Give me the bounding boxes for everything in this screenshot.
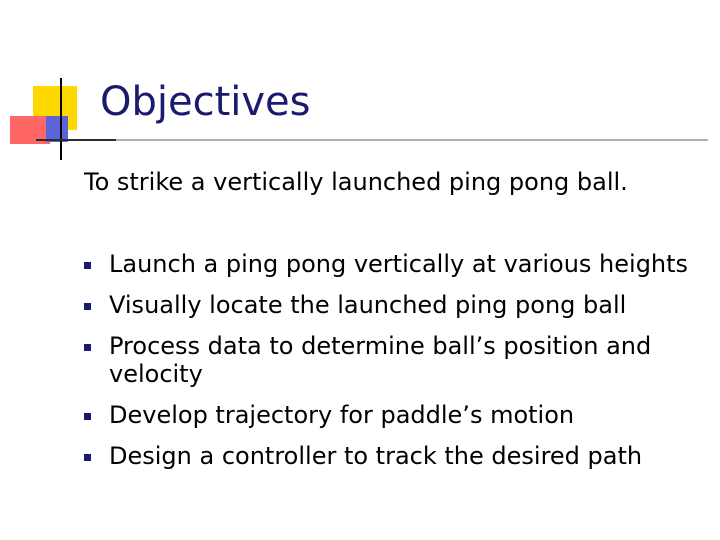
list-item-text: Visually locate the launched ping pong ball [109, 290, 627, 319]
list-item-text: Design a controller to track the desired path [109, 441, 643, 470]
title-underline [36, 139, 708, 141]
list-item [82, 442, 702, 471]
square-bullet-icon [84, 454, 91, 461]
intro-text: To strike a vertically launched ping pong ball. [84, 168, 628, 196]
list-item-text: Process data to determine ball’s position and velocity [109, 331, 652, 389]
square-bullet-icon [84, 303, 91, 310]
list-item [82, 291, 702, 320]
list-item [82, 250, 702, 279]
title-underline-accent [36, 139, 116, 141]
list-item [82, 401, 702, 430]
objectives-list [82, 250, 702, 483]
list-item-text: Launch a ping pong vertically at various heights [109, 250, 689, 278]
list-item-text: Develop trajectory for paddle’s motion [109, 401, 575, 430]
square-bullet-icon [84, 344, 91, 351]
square-bullet-icon [84, 262, 91, 269]
list-item [82, 332, 702, 390]
square-bullet-icon [84, 413, 91, 420]
slide-title: Objectives [100, 79, 311, 125]
decor-vertical-line [60, 78, 62, 160]
